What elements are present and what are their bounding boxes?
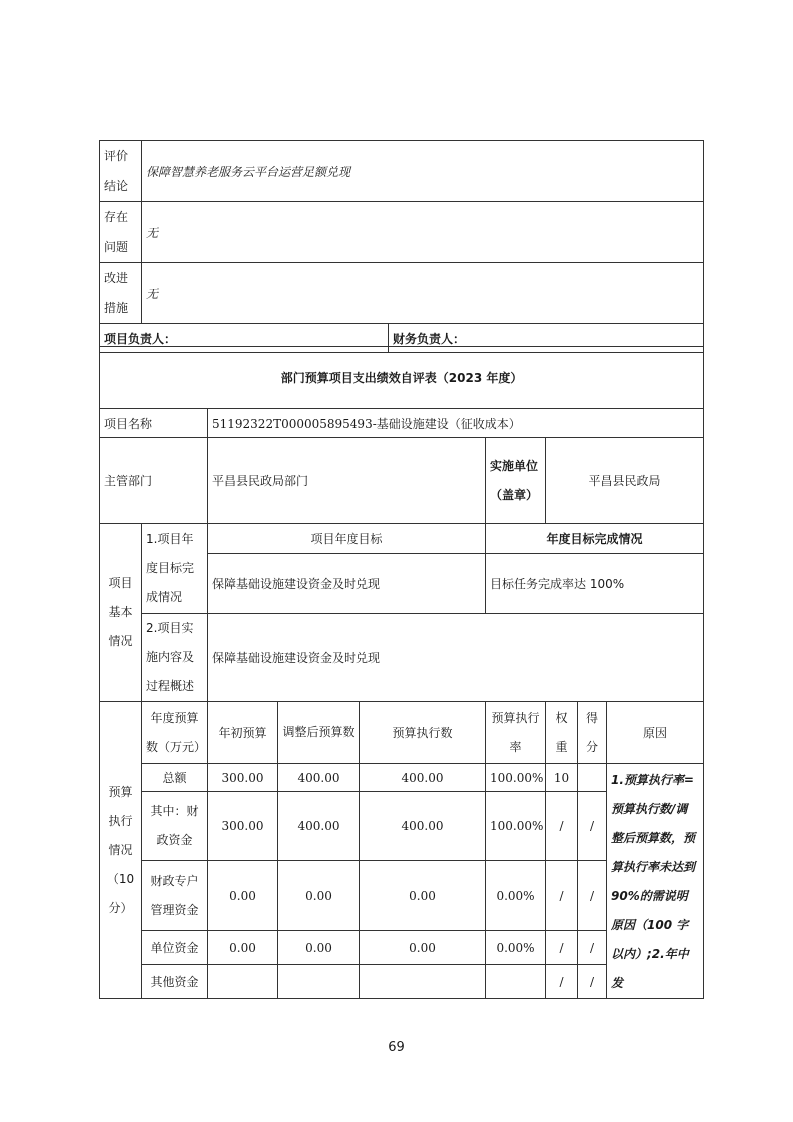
reason-note: 1.预算执行率=预算执行数/调整后预算数，预算执行率未达到 90%的需说明原因（100 字以内）;2.年中发 <box>607 764 704 999</box>
issues-label: 存在问题 <box>100 202 142 263</box>
rate-cell: 0.00% <box>486 861 546 931</box>
page-number: 69 <box>388 1040 405 1055</box>
executed-cell <box>360 965 486 999</box>
adjusted-header: 调整后预算数 <box>278 702 360 764</box>
reason-header: 原因 <box>607 702 704 764</box>
rate-cell: 0.00% <box>486 931 546 965</box>
project-name-value: 51192322T000005895493-基础设施建设（征收成本） <box>208 409 704 438</box>
row-label: 单位资金 <box>142 931 208 965</box>
page-title: 部门预算项目支出绩效自评表（2023 年度） <box>100 347 704 409</box>
dept-label: 主管部门 <box>100 438 208 524</box>
score-cell: / <box>578 931 607 965</box>
row-label: 财政专户管理资金 <box>142 861 208 931</box>
weight-header: 权重 <box>546 702 578 764</box>
score-cell: / <box>578 792 607 861</box>
executed-cell: 0.00 <box>360 931 486 965</box>
project-name-label: 项目名称 <box>100 409 208 438</box>
row-label: 总额 <box>142 764 208 792</box>
funds-header: 年度预算数（万元） <box>142 702 208 764</box>
weight-cell: / <box>546 931 578 965</box>
content-label: 2.项目实施内容及过程概述 <box>142 614 208 702</box>
rate-cell <box>486 965 546 999</box>
score-cell: / <box>578 965 607 999</box>
rate-header: 预算执行率 <box>486 702 546 764</box>
row-label: 其他资金 <box>142 965 208 999</box>
issues-value: 无 <box>142 202 704 263</box>
weight-cell: / <box>546 792 578 861</box>
score-cell <box>578 764 607 792</box>
rate-cell: 100.00% <box>486 764 546 792</box>
goal-completion-label: 1.项目年度目标完成情况 <box>142 524 208 614</box>
executed-cell: 400.00 <box>360 764 486 792</box>
initial-cell: 0.00 <box>208 861 278 931</box>
content-value: 保障基础设施建设资金及时兑现 <box>208 614 704 702</box>
table-row <box>100 764 704 792</box>
conclusion-label: 评价结论 <box>100 141 142 202</box>
project-lead-label: 项目负责人： <box>100 324 389 353</box>
weight-cell: / <box>546 965 578 999</box>
measures-value: 无 <box>142 263 704 324</box>
completion-header: 年度目标完成情况 <box>486 524 704 554</box>
impl-unit-label: 实施单位（盖章） <box>486 438 546 524</box>
dept-value: 平昌县民政局部门 <box>208 438 486 524</box>
initial-cell: 300.00 <box>208 764 278 792</box>
initial-cell: 300.00 <box>208 792 278 861</box>
measures-label: 改进措施 <box>100 263 142 324</box>
conclusion-value: 保障智慧养老服务云平台运营足额兑现 <box>142 141 704 202</box>
row-label: 其中：财政资金 <box>142 792 208 861</box>
executed-header: 预算执行数 <box>360 702 486 764</box>
adjusted-cell: 400.00 <box>278 792 360 861</box>
initial-header: 年初预算 <box>208 702 278 764</box>
completion-value: 目标任务完成率达 100% <box>486 554 704 614</box>
initial-cell: 0.00 <box>208 931 278 965</box>
impl-unit-value: 平昌县民政局 <box>546 438 704 524</box>
adjusted-cell: 0.00 <box>278 861 360 931</box>
basic-info-label: 项目基本情况 <box>100 524 142 702</box>
performance-table <box>99 346 704 999</box>
score-cell: / <box>578 861 607 931</box>
adjusted-cell <box>278 965 360 999</box>
goal-value: 保障基础设施建设资金及时兑现 <box>208 554 486 614</box>
goal-header: 项目年度目标 <box>208 524 486 554</box>
rate-cell: 100.00% <box>486 792 546 861</box>
adjusted-cell: 0.00 <box>278 931 360 965</box>
initial-cell <box>208 965 278 999</box>
executed-cell: 400.00 <box>360 792 486 861</box>
weight-cell: / <box>546 861 578 931</box>
budget-label: 预算执行情况（10分） <box>100 702 142 999</box>
adjusted-cell: 400.00 <box>278 764 360 792</box>
score-header: 得分 <box>578 702 607 764</box>
evaluation-summary-table <box>99 140 704 353</box>
weight-cell: 10 <box>546 764 578 792</box>
finance-lead-label: 财务负责人： <box>389 324 704 353</box>
executed-cell: 0.00 <box>360 861 486 931</box>
